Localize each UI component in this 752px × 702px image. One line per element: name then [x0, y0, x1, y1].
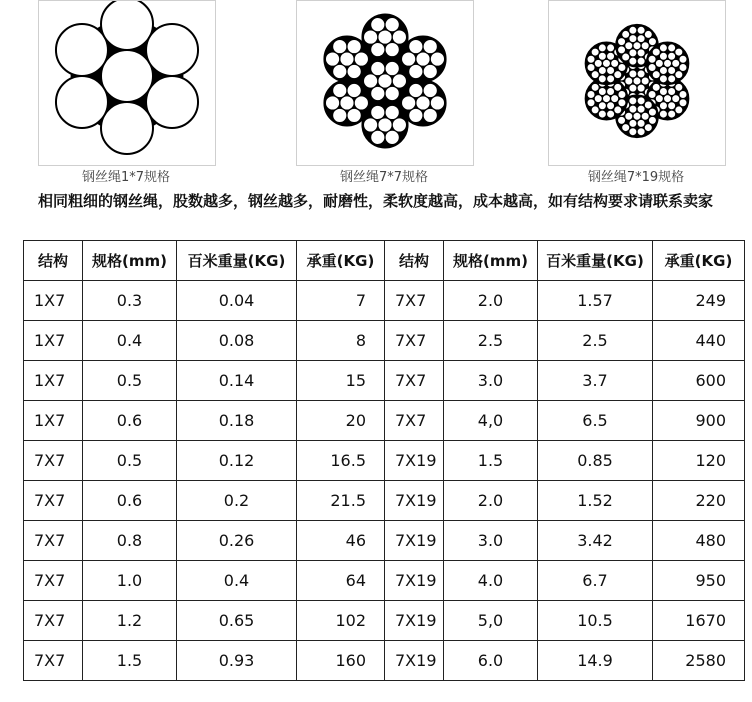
- cell-structure: 7X7: [385, 281, 444, 321]
- cell-weight: 1.52: [538, 481, 653, 521]
- table-row: [24, 401, 745, 441]
- diagram-7x7: [296, 0, 474, 166]
- header-spec: 规格(mm): [83, 241, 177, 281]
- cell-spec: 3.0: [444, 361, 538, 401]
- cell-load: 249: [653, 281, 745, 321]
- table-row: [24, 561, 745, 601]
- note-text: 相同粗细的钢丝绳，股数越多，钢丝越多，耐磨性，柔软度越高，成本越高，如有结构要求请联系卖家: [38, 192, 714, 210]
- cell-spec: 5,0: [444, 601, 538, 641]
- cell-structure: 1X7: [24, 281, 83, 321]
- cell-load: 15: [297, 361, 385, 401]
- cell-spec: 1.2: [83, 601, 177, 641]
- header-load: 承重(KG): [653, 241, 745, 281]
- cell-spec: 2.5: [444, 321, 538, 361]
- cell-load: 64: [297, 561, 385, 601]
- cell-structure: 7X7: [385, 321, 444, 361]
- cell-load: 600: [653, 361, 745, 401]
- cell-load: 220: [653, 481, 745, 521]
- cell-weight: 0.85: [538, 441, 653, 481]
- cell-spec: 0.8: [83, 521, 177, 561]
- diagram-1x7-caption: 钢丝绳1*7规格: [81, 170, 171, 185]
- cell-load: 8: [297, 321, 385, 361]
- cell-load: 160: [297, 641, 385, 681]
- header-structure: 结构: [24, 241, 83, 281]
- cell-structure: 1X7: [24, 361, 83, 401]
- cell-spec: 1.5: [444, 441, 538, 481]
- cell-weight: 0.18: [177, 401, 297, 441]
- cell-structure: 7X19: [385, 441, 444, 481]
- cell-weight: 0.12: [177, 441, 297, 481]
- cell-weight: 10.5: [538, 601, 653, 641]
- cell-spec: 2.0: [444, 481, 538, 521]
- cell-load: 20: [297, 401, 385, 441]
- cell-load: 46: [297, 521, 385, 561]
- wire-rope-7x19-cross-section-icon: [549, 1, 725, 165]
- cell-load: 16.5: [297, 441, 385, 481]
- cell-load: 7: [297, 281, 385, 321]
- cell-weight: 0.4: [177, 561, 297, 601]
- cell-weight: 3.42: [538, 521, 653, 561]
- cell-load: 1670: [653, 601, 745, 641]
- table-row: [24, 641, 745, 681]
- cell-load: 440: [653, 321, 745, 361]
- wire-rope-1x7-cross-section-icon: [39, 1, 215, 165]
- cell-weight: 0.26: [177, 521, 297, 561]
- header-structure: 结构: [385, 241, 444, 281]
- cell-structure: 7X7: [24, 561, 83, 601]
- cell-spec: 0.4: [83, 321, 177, 361]
- cell-spec: 1.5: [83, 641, 177, 681]
- cell-structure: 1X7: [24, 401, 83, 441]
- cell-load: 120: [653, 441, 745, 481]
- cell-spec: 0.3: [83, 281, 177, 321]
- cell-load: 900: [653, 401, 745, 441]
- cell-spec: 0.6: [83, 401, 177, 441]
- cell-structure: 7X7: [385, 361, 444, 401]
- cell-structure: 7X19: [385, 641, 444, 681]
- table-row: [24, 441, 745, 481]
- cell-structure: 7X19: [385, 601, 444, 641]
- cell-weight: 0.04: [177, 281, 297, 321]
- diagram-7x19: [548, 0, 726, 166]
- cell-load: 102: [297, 601, 385, 641]
- cell-structure: 7X7: [24, 641, 83, 681]
- cell-structure: 7X7: [24, 601, 83, 641]
- table-row: [24, 521, 745, 561]
- cell-weight: 6.7: [538, 561, 653, 601]
- cell-weight: 6.5: [538, 401, 653, 441]
- cell-weight: 0.2: [177, 481, 297, 521]
- cell-spec: 0.6: [83, 481, 177, 521]
- diagram-1x7: [38, 0, 216, 166]
- cell-structure: 7X7: [24, 521, 83, 561]
- cell-weight: 14.9: [538, 641, 653, 681]
- header-spec: 规格(mm): [444, 241, 538, 281]
- cell-structure: 7X19: [385, 521, 444, 561]
- cell-weight: 3.7: [538, 361, 653, 401]
- cell-weight: 0.65: [177, 601, 297, 641]
- cell-spec: 3.0: [444, 521, 538, 561]
- table-row: [24, 361, 745, 401]
- table-row: [24, 321, 745, 361]
- cell-structure: 7X19: [385, 561, 444, 601]
- cell-weight: 0.14: [177, 361, 297, 401]
- cell-structure: 7X19: [385, 481, 444, 521]
- cell-load: 2580: [653, 641, 745, 681]
- cell-spec: 0.5: [83, 441, 177, 481]
- cell-weight: 0.08: [177, 321, 297, 361]
- header-weight: 百米重量(KG): [538, 241, 653, 281]
- wire-rope-7x7-cross-section-icon: [297, 1, 473, 165]
- cell-spec: 2.0: [444, 281, 538, 321]
- cell-spec: 4,0: [444, 401, 538, 441]
- cell-structure: 7X7: [385, 401, 444, 441]
- cell-weight: 1.57: [538, 281, 653, 321]
- cell-weight: 0.93: [177, 641, 297, 681]
- cell-structure: 1X7: [24, 321, 83, 361]
- table-row: [24, 481, 745, 521]
- cell-spec: 6.0: [444, 641, 538, 681]
- cell-structure: 7X7: [24, 441, 83, 481]
- table-row: [24, 281, 745, 321]
- cell-load: 480: [653, 521, 745, 561]
- diagram-7x7-caption: 钢丝绳7*7规格: [339, 170, 429, 185]
- diagram-7x19-caption: 钢丝绳7*19规格: [587, 170, 685, 185]
- cell-spec: 4.0: [444, 561, 538, 601]
- cell-spec: 1.0: [83, 561, 177, 601]
- cell-load: 21.5: [297, 481, 385, 521]
- table-header-row: [24, 241, 745, 281]
- cell-load: 950: [653, 561, 745, 601]
- header-load: 承重(KG): [297, 241, 385, 281]
- spec-table: [23, 240, 745, 681]
- header-weight: 百米重量(KG): [177, 241, 297, 281]
- cell-structure: 7X7: [24, 481, 83, 521]
- table-row: [24, 601, 745, 641]
- cell-spec: 0.5: [83, 361, 177, 401]
- cell-weight: 2.5: [538, 321, 653, 361]
